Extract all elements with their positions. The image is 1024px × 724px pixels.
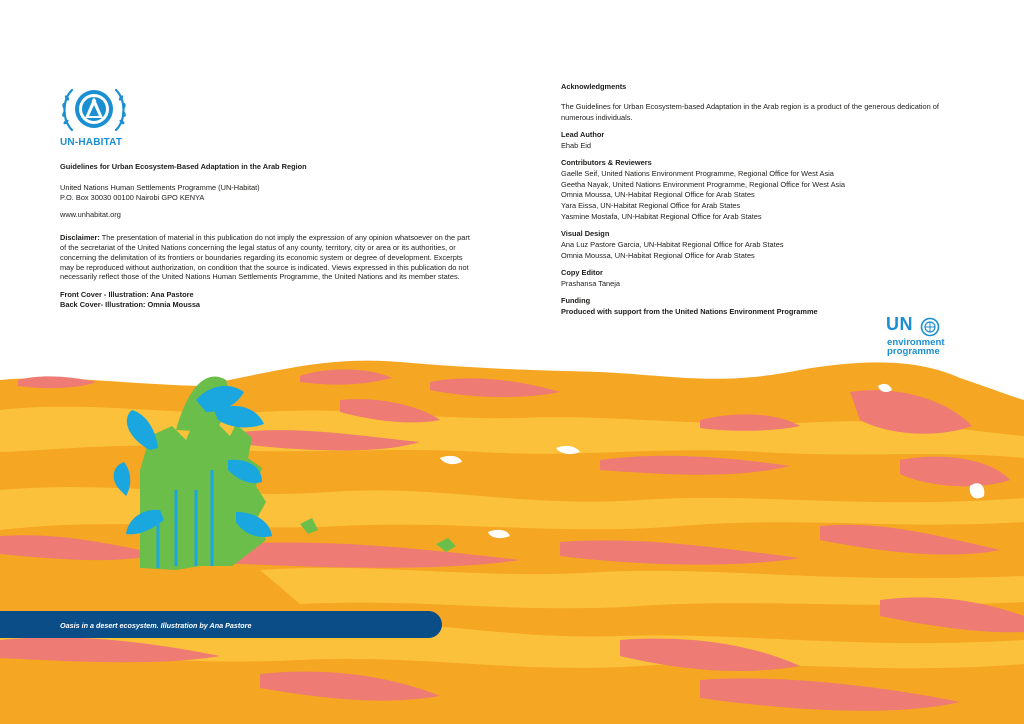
org-website-link[interactable]: www.unhabitat.org [60,210,121,220]
contributor-item: Yasmine Mostafa, UN-Habitat Regional Office for Arab States [561,212,762,222]
contributor-item: Geetha Nayak, United Nations Environment Programme, Regional Office for West Asia [561,179,845,189]
visual-design-heading: Visual Design [561,229,610,239]
visual-design-item: Omnia Moussa, UN-Habitat Regional Office for Arab States [561,250,755,260]
environment-word: environment [887,337,945,348]
front-cover-credit: Front Cover - Illustration: Ana Pastore [60,290,194,300]
org-name: United Nations Human Settlements Programme (UN-Habitat) [60,182,260,192]
acknowledgments-heading: Acknowledgments [561,82,627,91]
disclaimer-label: Disclaimer: [60,233,100,243]
lead-author-section [561,130,961,152]
copy-editor-name: Prashansa Taneja [561,278,621,288]
desert-oasis-illustration [0,340,1024,724]
contributor-item: Yara Eissa, UN-Habitat Regional Office for Arab States [561,201,741,211]
copy-editor-heading: Copy Editor [561,267,603,277]
copy-editor-section [561,268,961,290]
programme-word: programme [887,346,940,358]
visual-design-item: Ana Luz Pastore Garcia, UN-Habitat Regional Office for Arab States [561,240,784,250]
un-habitat-logo-icon [58,82,130,140]
back-cover-credit: Back Cover- Illustration: Omnia Moussa [60,299,201,309]
un-emblem-icon [920,317,940,337]
funding-text: Produced with support from the United Nations Environment Programme [561,306,818,316]
contributor-item: Gaelle Seif, United Nations Environment Programme, Regional Office for West Asia [561,168,834,178]
publication-info [60,162,470,310]
contributor-item: Omnia Moussa, UN-Habitat Regional Office for Arab States [561,190,755,200]
contributors-heading: Contributors & Reviewers [561,157,652,167]
org-address: P.O. Box 30030 00100 Nairobi GPO KENYA [60,192,205,202]
acknowledgments-text: The Guidelines for Urban Ecosystem-based Adaptation in the Arab region is a product of the generous dedication of numerous individuals. [561,101,939,122]
funding-heading: Funding [561,295,591,305]
visual-design-section [561,229,961,262]
acknowledgments [561,82,961,324]
disclaimer-text: The presentation of material in this publication do not imply the expression of any opinion whatsoever on the part of the secretariat of the United Nations concerning the legal status of any county, territory, city or area or its authorities, or concerning the delimitation of its frontiers or boundaries regarding its economic system or degree of development. Excerpts may be reproduced without authorization, on condition that the source is indicated. Views expressed in this publication do not necessarily reflect those of the United Nations Human Settlements Programme, the United Nations and its member states. [60,233,470,282]
illustration-caption: Oasis in a desert ecosystem. Illustration by Ana Pastore [60,621,252,630]
contributors-section [561,158,961,223]
un-habitat-wordmark: UN-HABITAT [60,137,123,148]
lead-author-heading: Lead Author [561,129,605,139]
lead-author-name: Ehab Eid [561,140,591,150]
un-wordmark: UN [886,314,913,334]
disclaimer [60,233,470,282]
publication-title: Guidelines for Urban Ecosystem-Based Adaptation in the Arab Region [60,162,307,171]
